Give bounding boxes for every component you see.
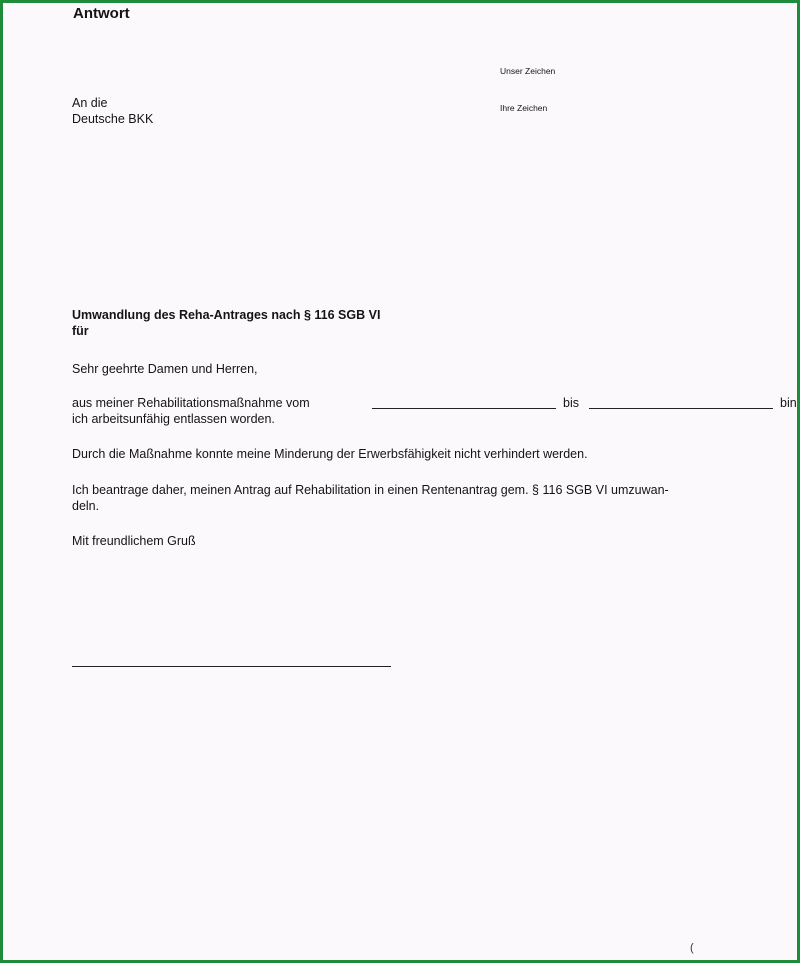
period-suffix: bin xyxy=(780,396,797,410)
recipient-address xyxy=(72,95,153,127)
subject-line xyxy=(72,307,380,339)
subject-line-1: Umwandlung des Reha-Antrages nach § 116 SGB VI xyxy=(72,308,381,322)
period-prefix: aus meiner Rehabilitationsmaßnahme vom xyxy=(72,396,310,410)
request-line-2: deln. xyxy=(72,499,100,513)
prevented-line: Durch die Maßnahme konnte meine Minderung der Erwerbsfähigkeit nicht verhindert werden. xyxy=(72,447,588,461)
signature-line xyxy=(72,666,391,667)
recipient-line-1: An die xyxy=(72,96,108,110)
your-reference-label: Ihre Zeichen xyxy=(500,103,548,113)
corner-mark: ( xyxy=(690,942,694,954)
salutation: Sehr geehrte Damen und Herren, xyxy=(72,362,258,376)
discharge-line: ich arbeitsunfähig entlassen worden. xyxy=(72,412,275,426)
letter-heading: Antwort xyxy=(73,5,130,22)
our-reference-label: Unser Zeichen xyxy=(500,66,556,76)
request-line-1: Ich beantrage daher, meinen Antrag auf Rehabilitation in einen Rentenantrag gem. § 116 SGB VI umzuwan- xyxy=(72,483,669,497)
closing-greeting: Mit freundlichem Gruß xyxy=(72,534,196,548)
subject-line-2: für xyxy=(72,324,89,338)
period-until-word: bis xyxy=(563,396,579,410)
recipient-line-2: Deutsche BKK xyxy=(72,112,154,126)
